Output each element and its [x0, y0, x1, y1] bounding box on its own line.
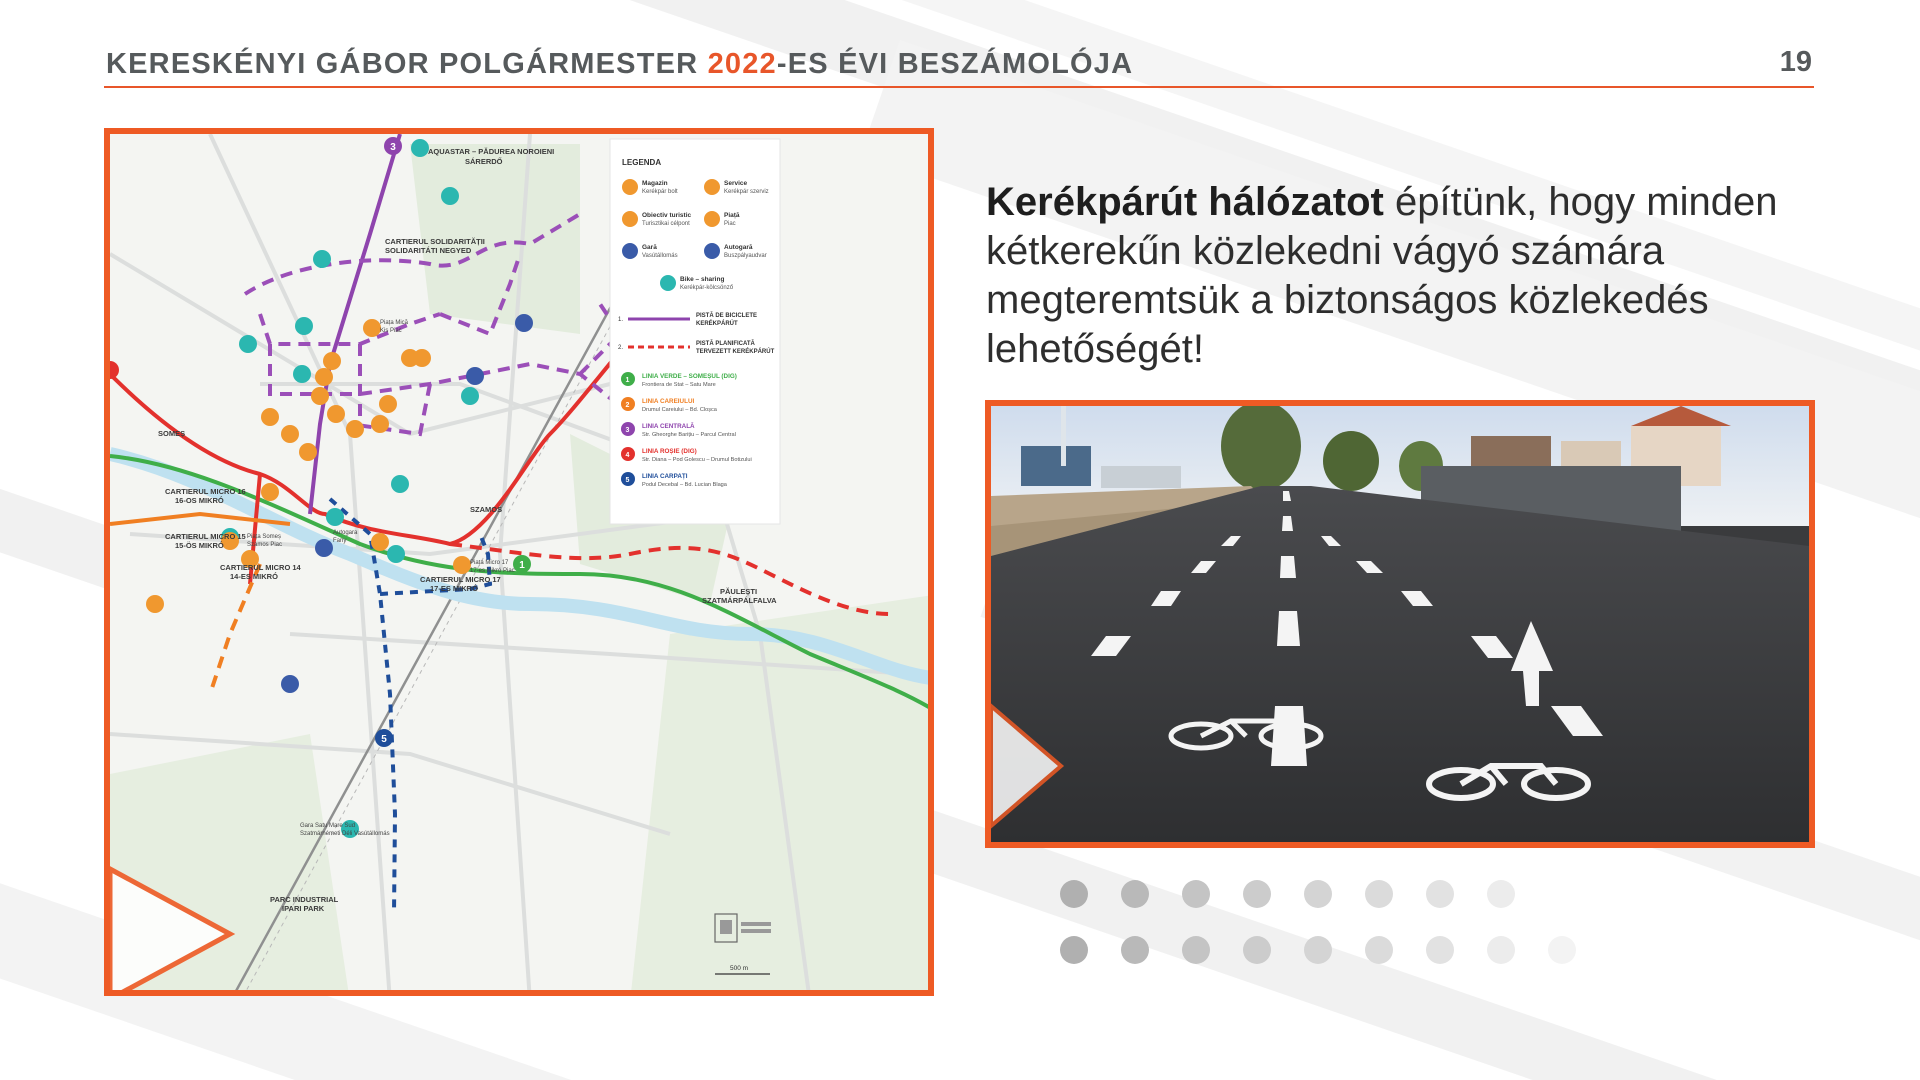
svg-text:Gara Satu Mare Sud: Gara Satu Mare Sud	[300, 823, 356, 829]
legend-line-number: 2.	[618, 345, 624, 351]
svg-text:Autogara: Autogara	[333, 530, 358, 536]
svg-text:SÁRERDŐ: SÁRERDŐ	[465, 157, 503, 166]
svg-text:LEGENDA: LEGENDA	[622, 158, 662, 167]
svg-text:AQUASTAR – PĂDUREA NOROIENI: AQUASTAR – PĂDUREA NOROIENI	[428, 147, 555, 156]
legend-item-label: Piață	[724, 212, 740, 219]
legend-item-sublabel: Turisztikai célpont	[642, 221, 690, 227]
title-year: 2022	[707, 48, 777, 80]
legend-route-desc: Drumul Careiului – Bd. Cloșca	[642, 407, 717, 413]
building-left	[1021, 446, 1091, 486]
svg-text:17-ES MIKRÓ: 17-ES MIKRÓ	[430, 584, 478, 593]
legend-route-name: LINIA ROȘIE (DIG)	[642, 448, 697, 455]
asphalt-road	[991, 486, 1809, 842]
page-number: 19	[1779, 46, 1812, 78]
legend-line-label: PISTĂ DE BICICLETE	[696, 313, 758, 319]
svg-text:Piața Mică: Piața Mică	[380, 320, 409, 326]
shop-icon	[622, 179, 638, 195]
body-bold-lead: Kerékpárút hálózatot	[986, 180, 1384, 224]
legend-line-sublabel: KERÉKPÁRÚT	[696, 321, 738, 327]
bike-lane-photo	[985, 400, 1815, 848]
svg-text:Piața Someș: Piața Someș	[247, 534, 282, 540]
bus-icon	[704, 243, 720, 259]
train-icon	[622, 243, 638, 259]
legend-item-label: Bike – sharing	[680, 276, 725, 283]
legend-item-sublabel: Kerékpár-kölcsönző	[680, 285, 734, 291]
svg-text:SZAMOS: SZAMOS	[470, 505, 503, 514]
legend-line-label: PISTĂ PLANIFICATĂ	[696, 341, 755, 347]
legend-item-label: Obiectiv turistic	[642, 212, 692, 219]
svg-text:16-OS MIKRÓ: 16-OS MIKRÓ	[175, 496, 224, 505]
legend-route-number: 4	[625, 452, 630, 459]
svg-text:Szamos Piac: Szamos Piac	[247, 542, 283, 548]
bike-route-map	[104, 128, 934, 996]
svg-text:1: 1	[519, 560, 525, 571]
legend-route-name: LINIA CARPAȚI	[642, 473, 688, 480]
svg-text:5: 5	[381, 734, 387, 745]
legend-item-label: Gară	[642, 244, 657, 251]
legend-route-desc: Str. Diana – Pod Golescu – Drumul Botizului	[642, 457, 752, 463]
svg-text:Kis Piac: Kis Piac	[380, 328, 402, 334]
svg-text:15-ÖS MIKRÓ: 15-ÖS MIKRÓ	[175, 541, 224, 550]
legend-route-desc: Frontiera de Stat – Satu Mare	[642, 382, 716, 388]
body-rest: építünk, hogy minden kétkerekűn közlekedni vágyó számára megteremtsük a biztonságos közlekedés lehetőségét!	[986, 180, 1778, 371]
legend-item-label: Magazin	[642, 180, 668, 187]
slide-header	[104, 44, 1814, 88]
svg-text:CARTIERUL MICRO 14: CARTIERUL MICRO 14	[220, 563, 301, 572]
svg-text:CARTIERUL MICRO 15: CARTIERUL MICRO 15	[165, 532, 246, 541]
svg-text:Fany: Fany	[333, 538, 347, 544]
map-legend	[610, 139, 780, 524]
legend-item-label: Autogară	[724, 244, 753, 251]
legend-route-desc: Str. Gheorghe Barițiu – Parcul Central	[642, 432, 736, 438]
legend-route-name: LINIA CAREIULUI	[642, 398, 695, 405]
svg-text:Szatmárnémeti Déli Vasútállomá: Szatmárnémeti Déli Vasútállomás	[300, 831, 390, 837]
svg-text:3: 3	[390, 142, 396, 153]
slide-title: KERESKÉNYI GÁBOR POLGÁRMESTER 2022-ES ÉVI BESZÁMOLÓJA	[106, 48, 1134, 80]
legend-route-name: LINIA CENTRALĂ	[642, 423, 695, 430]
svg-text:CARTIERUL SOLIDARITĂȚII: CARTIERUL SOLIDARITĂȚII	[385, 237, 485, 246]
svg-text:IPARI PARK: IPARI PARK	[282, 904, 325, 913]
svg-text:CARTIERUL MICRO 17: CARTIERUL MICRO 17	[420, 575, 501, 584]
legend-route-number: 5	[625, 477, 630, 484]
svg-text:Piața Micro 17: Piața Micro 17	[470, 560, 509, 566]
legend-route-number: 2	[625, 402, 630, 409]
legend-route-name: LINIA VERDE – SOMEȘUL (DIG)	[642, 373, 737, 380]
legend-line-number: 1.	[618, 317, 624, 323]
svg-text:SOMEȘ: SOMEȘ	[158, 429, 186, 438]
svg-text:CARTIERUL MICRO 16: CARTIERUL MICRO 16	[165, 487, 246, 496]
svg-text:SOLIDARITÁTI NEGYED: SOLIDARITÁTI NEGYED	[385, 246, 472, 255]
svg-text:14-ES MIKRÓ: 14-ES MIKRÓ	[230, 572, 278, 581]
legend-item-sublabel: Kerékpár bolt	[642, 189, 678, 195]
legend-route-number: 1	[625, 377, 630, 384]
legend-route-desc: Podul Decebal – Bd. Lucian Blaga	[642, 482, 727, 488]
legend-item-sublabel: Piac	[724, 221, 736, 227]
svg-text:500 m: 500 m	[730, 965, 749, 972]
bike-sharing-icon	[660, 275, 676, 291]
legend-item-sublabel: Buszpályaudvar	[724, 253, 767, 259]
landmark-icon	[622, 211, 638, 227]
legend-route-number: 3	[625, 427, 630, 434]
market-icon	[704, 211, 720, 227]
svg-text:PĂULEȘTI: PĂULEȘTI	[720, 587, 758, 596]
legend-item-label: Service	[724, 180, 748, 187]
svg-text:SZATMÁRPÁLFALVA: SZATMÁRPÁLFALVA	[702, 596, 777, 605]
body-paragraph	[986, 178, 1806, 374]
legend-item-sublabel: Kerékpár szerviz	[724, 189, 769, 195]
legend-line-sublabel: TERVEZETT KERÉKPÁRÚT	[696, 349, 775, 355]
legend-item-sublabel: Vasútállomás	[642, 253, 678, 259]
wrench-icon	[704, 179, 720, 195]
svg-text:PARC INDUSTRIAL: PARC INDUSTRIAL	[270, 895, 339, 904]
svg-text:17-es Mikró Piac: 17-es Mikró Piac	[470, 568, 515, 574]
